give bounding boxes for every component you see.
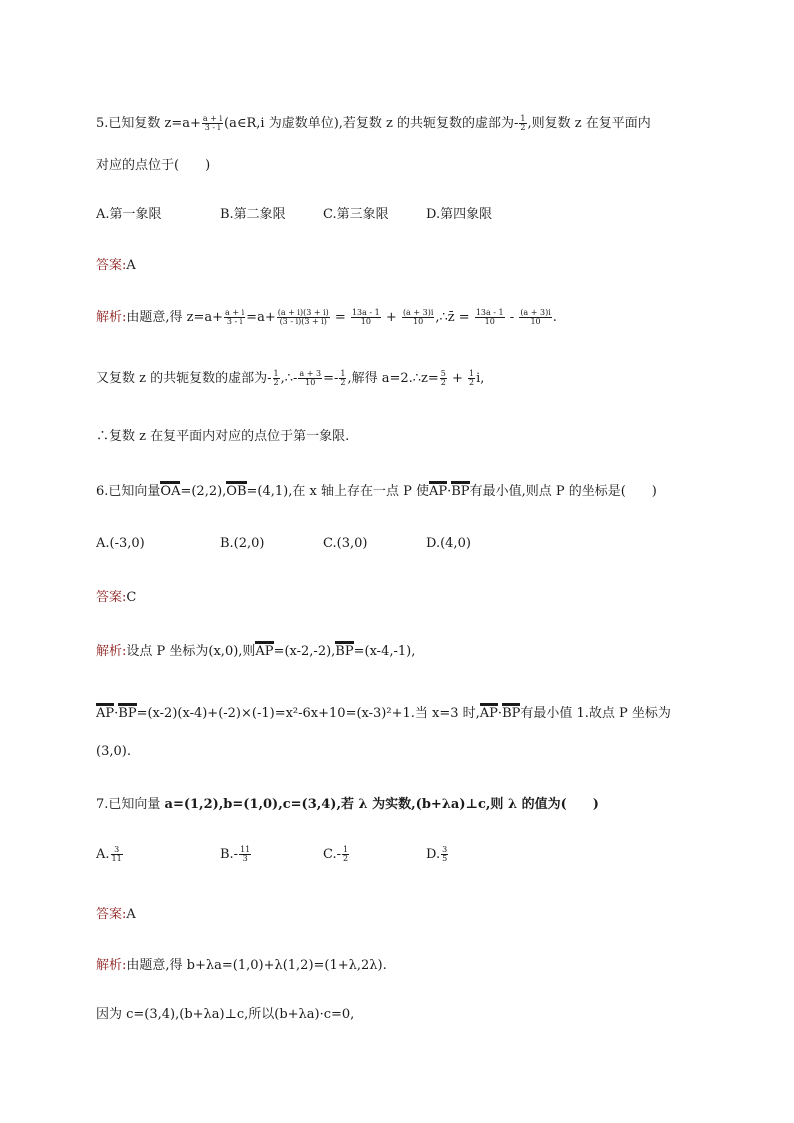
vector-ap: AP — [429, 481, 447, 499]
fraction: $\frac{13a - 1}{10}$ — [351, 308, 380, 326]
vector-oa: OA — [160, 481, 180, 499]
q5-option-a: A.第一象限 — [96, 207, 162, 222]
q6-analysis-line1: 解析:设点 P 坐标为(x,0),则AP=(x-2,-2),BP=(x-4,-1), — [96, 640, 415, 659]
analysis-label: 解析: — [96, 310, 127, 325]
vector-bp: BP — [335, 641, 353, 659]
q5-analysis-line1: 解析:由题意,得 z=a+ $\frac{a + i}{3 - i}$ =a+ $\frac{(a + i)(3 + i)}{(3 - i)(3 + i)}$ = $\frac{13a - 1}{10}$ + $\frac{(a + 3)i}{10}$ ,∴z̄ = $\frac{13a - 1}{10}$ - $\frac{(a + 3)i}{10}$ . — [96, 308, 557, 326]
q5-stem: 5.已知复数 z=a+ $\frac{a + i}{3 - i}$ (a∈R,i 为虚数单位),若复数 z 的共轭复数的虚部为- $\frac{1}{2}$ ,则复数 z 在复平面内 — [96, 114, 651, 132]
answer-label: 答案: — [96, 907, 127, 922]
q6-answer: 答案:C — [96, 590, 137, 605]
q5-analysis-line2: 又复数 z 的共轭复数的虚部为- $\frac{1}{2}$ ,∴- $\frac{a + 3}{10}$ =- $\frac{1}{2}$ ,解得 a=2.∴z= $\frac{5}{2}$ + $\frac{1}{2}$ i, — [96, 369, 485, 387]
q5-option-d: D.第四象限 — [426, 207, 493, 222]
vector-bp: BP — [502, 703, 520, 721]
analysis-label: 解析: — [96, 958, 127, 973]
q5-fraction: $\frac{a + i}{3 - i}$ — [202, 114, 223, 132]
vector-ap: AP — [255, 641, 273, 659]
fraction: $\frac{(a + 3)i}{10}$ — [520, 308, 551, 326]
q7-option-d: D. $\frac{3}{5}$ — [426, 845, 448, 863]
q5-option-b: B.第二象限 — [220, 207, 286, 222]
vector-ap: AP — [480, 703, 498, 721]
vector-bp: BP — [118, 703, 136, 721]
analysis-label: 解析: — [96, 644, 127, 659]
q6-option-a: A.(-3,0) — [96, 536, 145, 551]
q7-option-b: B.- $\frac{11}{3}$ — [220, 845, 251, 863]
q6-option-b: B.(2,0) — [220, 536, 265, 551]
fraction: $\frac{1}{2}$ — [469, 369, 475, 387]
q5-analysis-line3: ∴复数 z 在复平面内对应的点位于第一象限. — [96, 429, 350, 444]
q5-half-fraction: $\frac{1}{2}$ — [520, 114, 526, 132]
vector-ap: AP — [96, 703, 114, 721]
fraction: $\frac{(a + i)(3 + i)}{(3 - i)(3 + i)}$ — [277, 308, 329, 326]
fraction: $\frac{11}{3}$ — [240, 845, 251, 863]
fraction: $\frac{a + i}{3 - i}$ — [225, 308, 245, 326]
q7-option-a: A. $\frac{3}{11}$ — [96, 845, 122, 863]
fraction: $\frac{13a - 1}{10}$ — [475, 308, 504, 326]
q5-stem-line2: 对应的点位于( ) — [96, 158, 211, 173]
vector-ob: OB — [226, 481, 246, 499]
q7-stem: 7.已知向量 a=(1,2),b=(1,0),c=(3,4),若 λ 为实数,(b+λa)⊥c,则 λ 的值为( ) — [96, 797, 599, 812]
vector-bp: BP — [451, 481, 469, 499]
fraction: $\frac{5}{2}$ — [440, 369, 446, 387]
q7-analysis-line2: 因为 c=(3,4),(b+λa)⊥c,所以(b+λa)·c=0, — [96, 1007, 355, 1022]
answer-label: 答案: — [96, 590, 127, 605]
q7-answer: 答案:A — [96, 907, 136, 922]
fraction: $\frac{(a + 3)i}{10}$ — [402, 308, 434, 326]
fraction: $\frac{1}{2}$ — [340, 369, 346, 387]
fraction: $\frac{1}{2}$ — [273, 369, 279, 387]
fraction: $\frac{3}{11}$ — [111, 845, 122, 863]
q5-answer: 答案:A — [96, 258, 136, 273]
q7-analysis-line1: 解析:由题意,得 b+λa=(1,0)+λ(1,2)=(1+λ,2λ). — [96, 958, 387, 973]
q7-option-c: C.- $\frac{1}{2}$ — [323, 845, 349, 863]
q6-stem: 6.已知向量OA=(2,2),OB=(4,1),在 x 轴上存在一点 P 使AP·BP有最小值,则点 P 的坐标是( ) — [96, 480, 657, 499]
q6-analysis-line3: (3,0). — [96, 744, 131, 759]
fraction: $\frac{a + 3}{10}$ — [299, 369, 322, 387]
fraction: $\frac{1}{2}$ — [343, 845, 349, 863]
fraction: $\frac{3}{5}$ — [442, 845, 448, 863]
q6-analysis-line2: AP·BP=(x-2)(x-4)+(-2)×(-1)=x²-6x+10=(x-3)²+1.当 x=3 时,AP·BP有最小值 1.故点 P 坐标为 — [96, 702, 671, 721]
answer-label: 答案: — [96, 258, 127, 273]
q6-option-c: C.(3,0) — [323, 536, 368, 551]
q5-option-c: C.第三象限 — [323, 207, 389, 222]
q6-option-d: D.(4,0) — [426, 536, 471, 551]
